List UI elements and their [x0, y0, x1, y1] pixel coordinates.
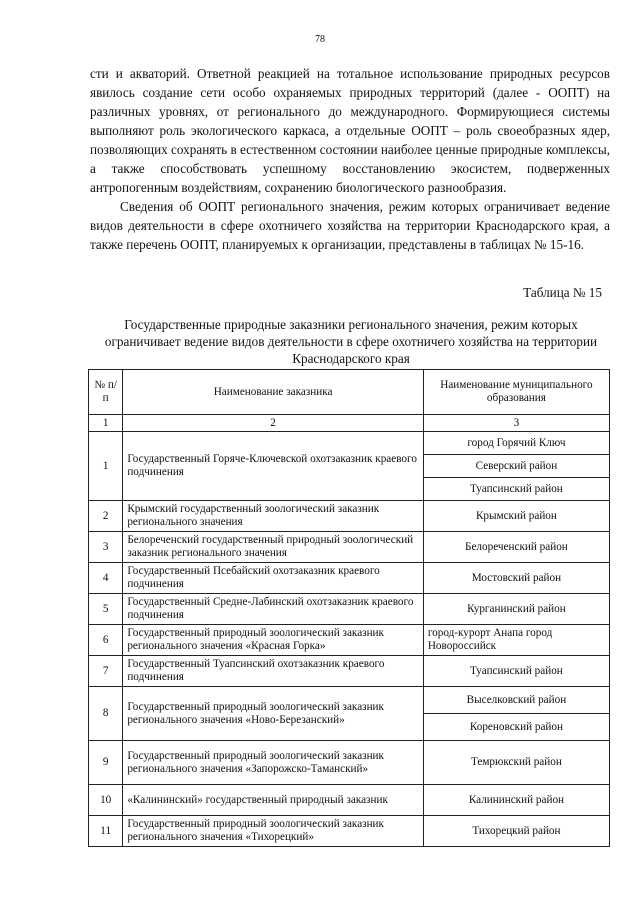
column-number-2: 2	[123, 415, 424, 432]
municipality: Туапсинский район	[423, 656, 609, 687]
municipality: Кореновский район	[423, 714, 609, 741]
municipality: город Горячий Ключ	[423, 432, 609, 455]
row-number: 11	[89, 816, 123, 847]
municipality: Калининский район	[423, 785, 609, 816]
paragraph-2: Сведения об ООПТ регионального значения, режим которых ограничивает ведение видов деятельности в сфере охотничего хозяйства на территории Краснодарского края, а также перечень ООПТ, планируемых к организации, представлены в таблицах № 15-16.	[90, 199, 610, 252]
reserve-name: Государственный природный зоологический заказник регионального значения «Ново-Березанский»	[123, 687, 424, 741]
table-row	[89, 625, 610, 656]
municipality: Северский район	[423, 455, 609, 478]
table-row	[89, 532, 610, 563]
table-row	[89, 656, 610, 687]
municipality: Выселковский район	[423, 687, 609, 714]
row-number: 4	[89, 563, 123, 594]
municipality: город-курорт Анапа город Новороссийск	[423, 625, 609, 656]
row-number: 9	[89, 741, 123, 785]
reserve-name: Белореченский государственный природный зоологический заказник регионального значения	[123, 532, 424, 563]
reserve-name: Государственный Туапсинский охотзаказник краевого подчинения	[123, 656, 424, 687]
municipality: Тихорецкий район	[423, 816, 609, 847]
reserve-name: Государственный Псебайский охотзаказник краевого подчинения	[123, 563, 424, 594]
table-row	[89, 741, 610, 785]
reserve-name: Крымский государственный зоологический заказник регионального значения	[123, 501, 424, 532]
table-row	[89, 594, 610, 625]
header-reserve-name: Наименование заказника	[123, 370, 424, 415]
column-number-row	[89, 415, 610, 432]
table-header-row	[89, 370, 610, 415]
column-number-1: 1	[89, 415, 123, 432]
reserve-name: Государственный природный зоологический заказник регионального значения «Красная Горка»	[123, 625, 424, 656]
municipality: Белореченский район	[423, 532, 609, 563]
municipality: Мостовский район	[423, 563, 609, 594]
row-number: 3	[89, 532, 123, 563]
row-number: 7	[89, 656, 123, 687]
reserves-table	[88, 369, 610, 847]
header-number: № п/п	[89, 370, 123, 415]
table-row	[89, 816, 610, 847]
table-row	[89, 432, 610, 455]
row-number: 8	[89, 687, 123, 741]
table-row	[89, 687, 610, 714]
municipality: Курганинский район	[423, 594, 609, 625]
reserve-name: Государственный природный зоологический заказник регионального значения «Запорожско-Таманский»	[123, 741, 424, 785]
table-number: Таблица № 15	[523, 285, 602, 300]
reserve-name: Государственный Горяче-Ключевской охотзаказник краевого подчинения	[123, 432, 424, 501]
row-number: 6	[89, 625, 123, 656]
table-title: Государственные природные заказники регионального значения, режим которых ограничивает ведение видов деятельности в сфере охотничего хозяйства на территории Краснодарского края	[104, 317, 598, 366]
body-text	[90, 64, 610, 254]
municipality: Туапсинский район	[423, 478, 609, 501]
row-number: 10	[89, 785, 123, 816]
column-number-3: 3	[423, 415, 609, 432]
row-number: 2	[89, 501, 123, 532]
municipality: Темрюкский район	[423, 741, 609, 785]
row-number: 5	[89, 594, 123, 625]
page-number: 78	[315, 34, 325, 45]
reserve-name: Государственный природный зоологический заказник регионального значения «Тихорецкий»	[123, 816, 424, 847]
reserve-name: «Калининский» государственный природный заказник	[123, 785, 424, 816]
municipality: Крымский район	[423, 501, 609, 532]
table-row	[89, 501, 610, 532]
table-row	[89, 563, 610, 594]
paragraph-1: сти и акваторий. Ответной реакцией на тотальное использование природных ресурсов явилось создание сети особо охраняемых природных территорий (далее - ООПТ) на различных уровнях, от регионального до международного. Формирующиеся системы выполняют роль экологического каркаса, а отдельные ООПТ – роль своеобразных ядер, позволяющих сохранять в естественном состоянии наиболее ценные природные комплексы, а также способствовать успешному восстановлению экосистем, подверженных антропогенным воздействиям, сохранению биологического разнообразия.	[90, 66, 610, 195]
row-number: 1	[89, 432, 123, 501]
table-row	[89, 785, 610, 816]
reserve-name: Государственный Средне-Лабинский охотзаказник краевого подчинения	[123, 594, 424, 625]
header-municipality: Наименование муниципального образования	[423, 370, 609, 415]
